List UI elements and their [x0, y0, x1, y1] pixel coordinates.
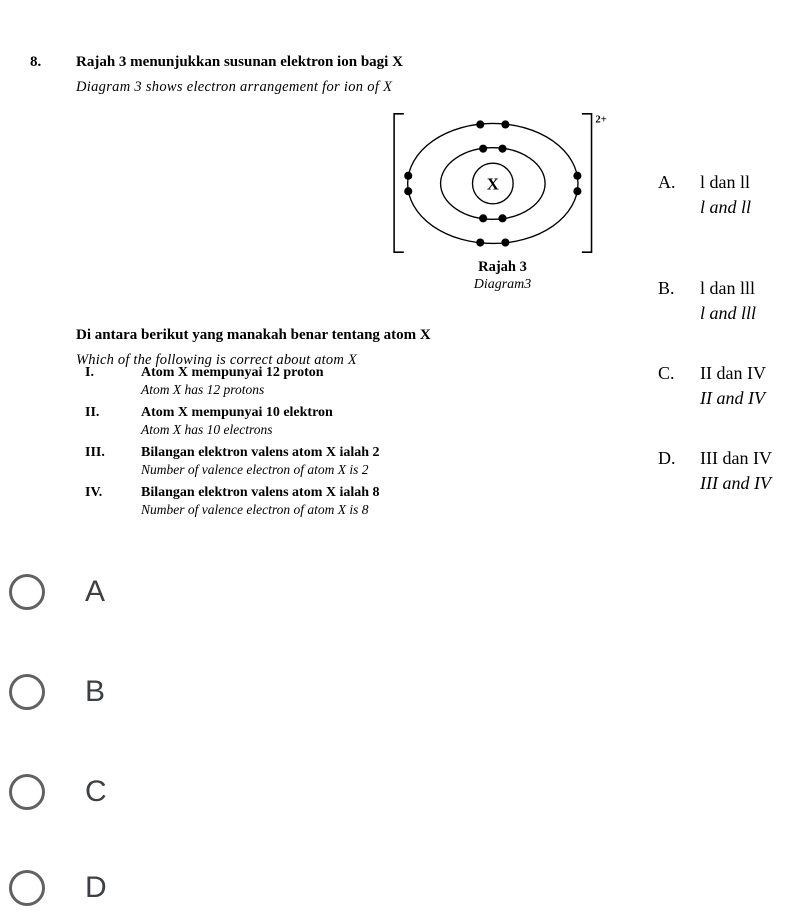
choice-b [658, 276, 756, 326]
subquestion-english: Which of the following is correct about atom X [76, 352, 357, 368]
statement-text-english: Number of valence electron of atom X is 2 [141, 462, 369, 477]
statement-text-malay: Bilangan elektron valens atom X ialah 2 [141, 445, 380, 460]
question-number: 8. [30, 54, 42, 70]
diagram-caption-malay: Rajah 3 [478, 259, 527, 275]
answer-option-c[interactable] [9, 772, 107, 812]
choice-text-english: l and ll [700, 197, 752, 217]
statement-numeral: IV. [85, 485, 103, 500]
statement-text-english: Atom X has 12 protons [141, 382, 265, 397]
question-title-malay: Rajah 3 menunjukkan susunan elektron ion bagi X [76, 54, 403, 70]
statement-ii [85, 404, 605, 438]
choice-letter: A. [658, 172, 676, 192]
answer-option-label[interactable]: C [85, 775, 107, 808]
choice-text-malay: l dan lll [700, 278, 755, 298]
statement-numeral: III. [85, 445, 105, 460]
statement-numeral: II. [85, 405, 100, 420]
statement-i [85, 364, 605, 398]
choice-text-malay: III dan IV [700, 448, 772, 468]
answer-option-label[interactable]: B [85, 675, 106, 708]
choice-d [658, 446, 772, 496]
subquestion-malay: Di antara berikut yang manakah benar tentang atom X [76, 327, 431, 343]
statement-numeral: I. [85, 365, 94, 380]
choice-text-english: III and IV [700, 473, 771, 493]
choice-letter: B. [658, 278, 675, 298]
answer-option-label[interactable]: A [85, 575, 106, 608]
choice-text-english: II and IV [700, 388, 765, 408]
question-title-english: Diagram 3 shows electron arrangement for ion of X [76, 79, 393, 95]
answer-option-b[interactable] [9, 672, 105, 712]
diagram-caption [386, 259, 619, 293]
left-bracket [394, 114, 404, 252]
statement-text-english: Number of valence electron of atom X is 8 [141, 502, 369, 517]
statement-list [85, 364, 605, 524]
answer-option-label[interactable]: D [85, 871, 107, 904]
answer-option-d[interactable] [9, 868, 107, 908]
answer-option-a[interactable] [9, 572, 105, 612]
choice-text-english: l and lll [700, 303, 757, 323]
radio-button-c[interactable] [9, 774, 45, 810]
right-bracket [582, 114, 592, 252]
ion-charge-label: 2+ [595, 114, 607, 126]
choice-c [658, 361, 766, 411]
choice-letter: D. [658, 448, 676, 468]
radio-button-a[interactable] [9, 574, 45, 610]
statement-text-malay: Atom X mempunyai 10 elektron [141, 405, 333, 420]
choice-text-malay: l dan ll [700, 172, 750, 192]
choice-text-malay: II dan IV [700, 363, 766, 383]
electron-arrangement-diagram [386, 108, 619, 258]
radio-button-b[interactable] [9, 674, 45, 710]
statement-iii [85, 444, 605, 478]
diagram-caption-english: Diagram3 [473, 277, 532, 292]
statement-text-malay: Bilangan elektron valens atom X ialah 8 [141, 485, 380, 500]
radio-button-d[interactable] [9, 870, 45, 906]
statement-iv [85, 484, 605, 518]
statement-text-malay: Atom X mempunyai 12 proton [141, 365, 324, 380]
choice-a [658, 170, 751, 220]
statement-text-english: Atom X has 10 electrons [141, 422, 273, 437]
choice-letter: C. [658, 363, 675, 383]
nucleus-label: X [486, 174, 499, 194]
